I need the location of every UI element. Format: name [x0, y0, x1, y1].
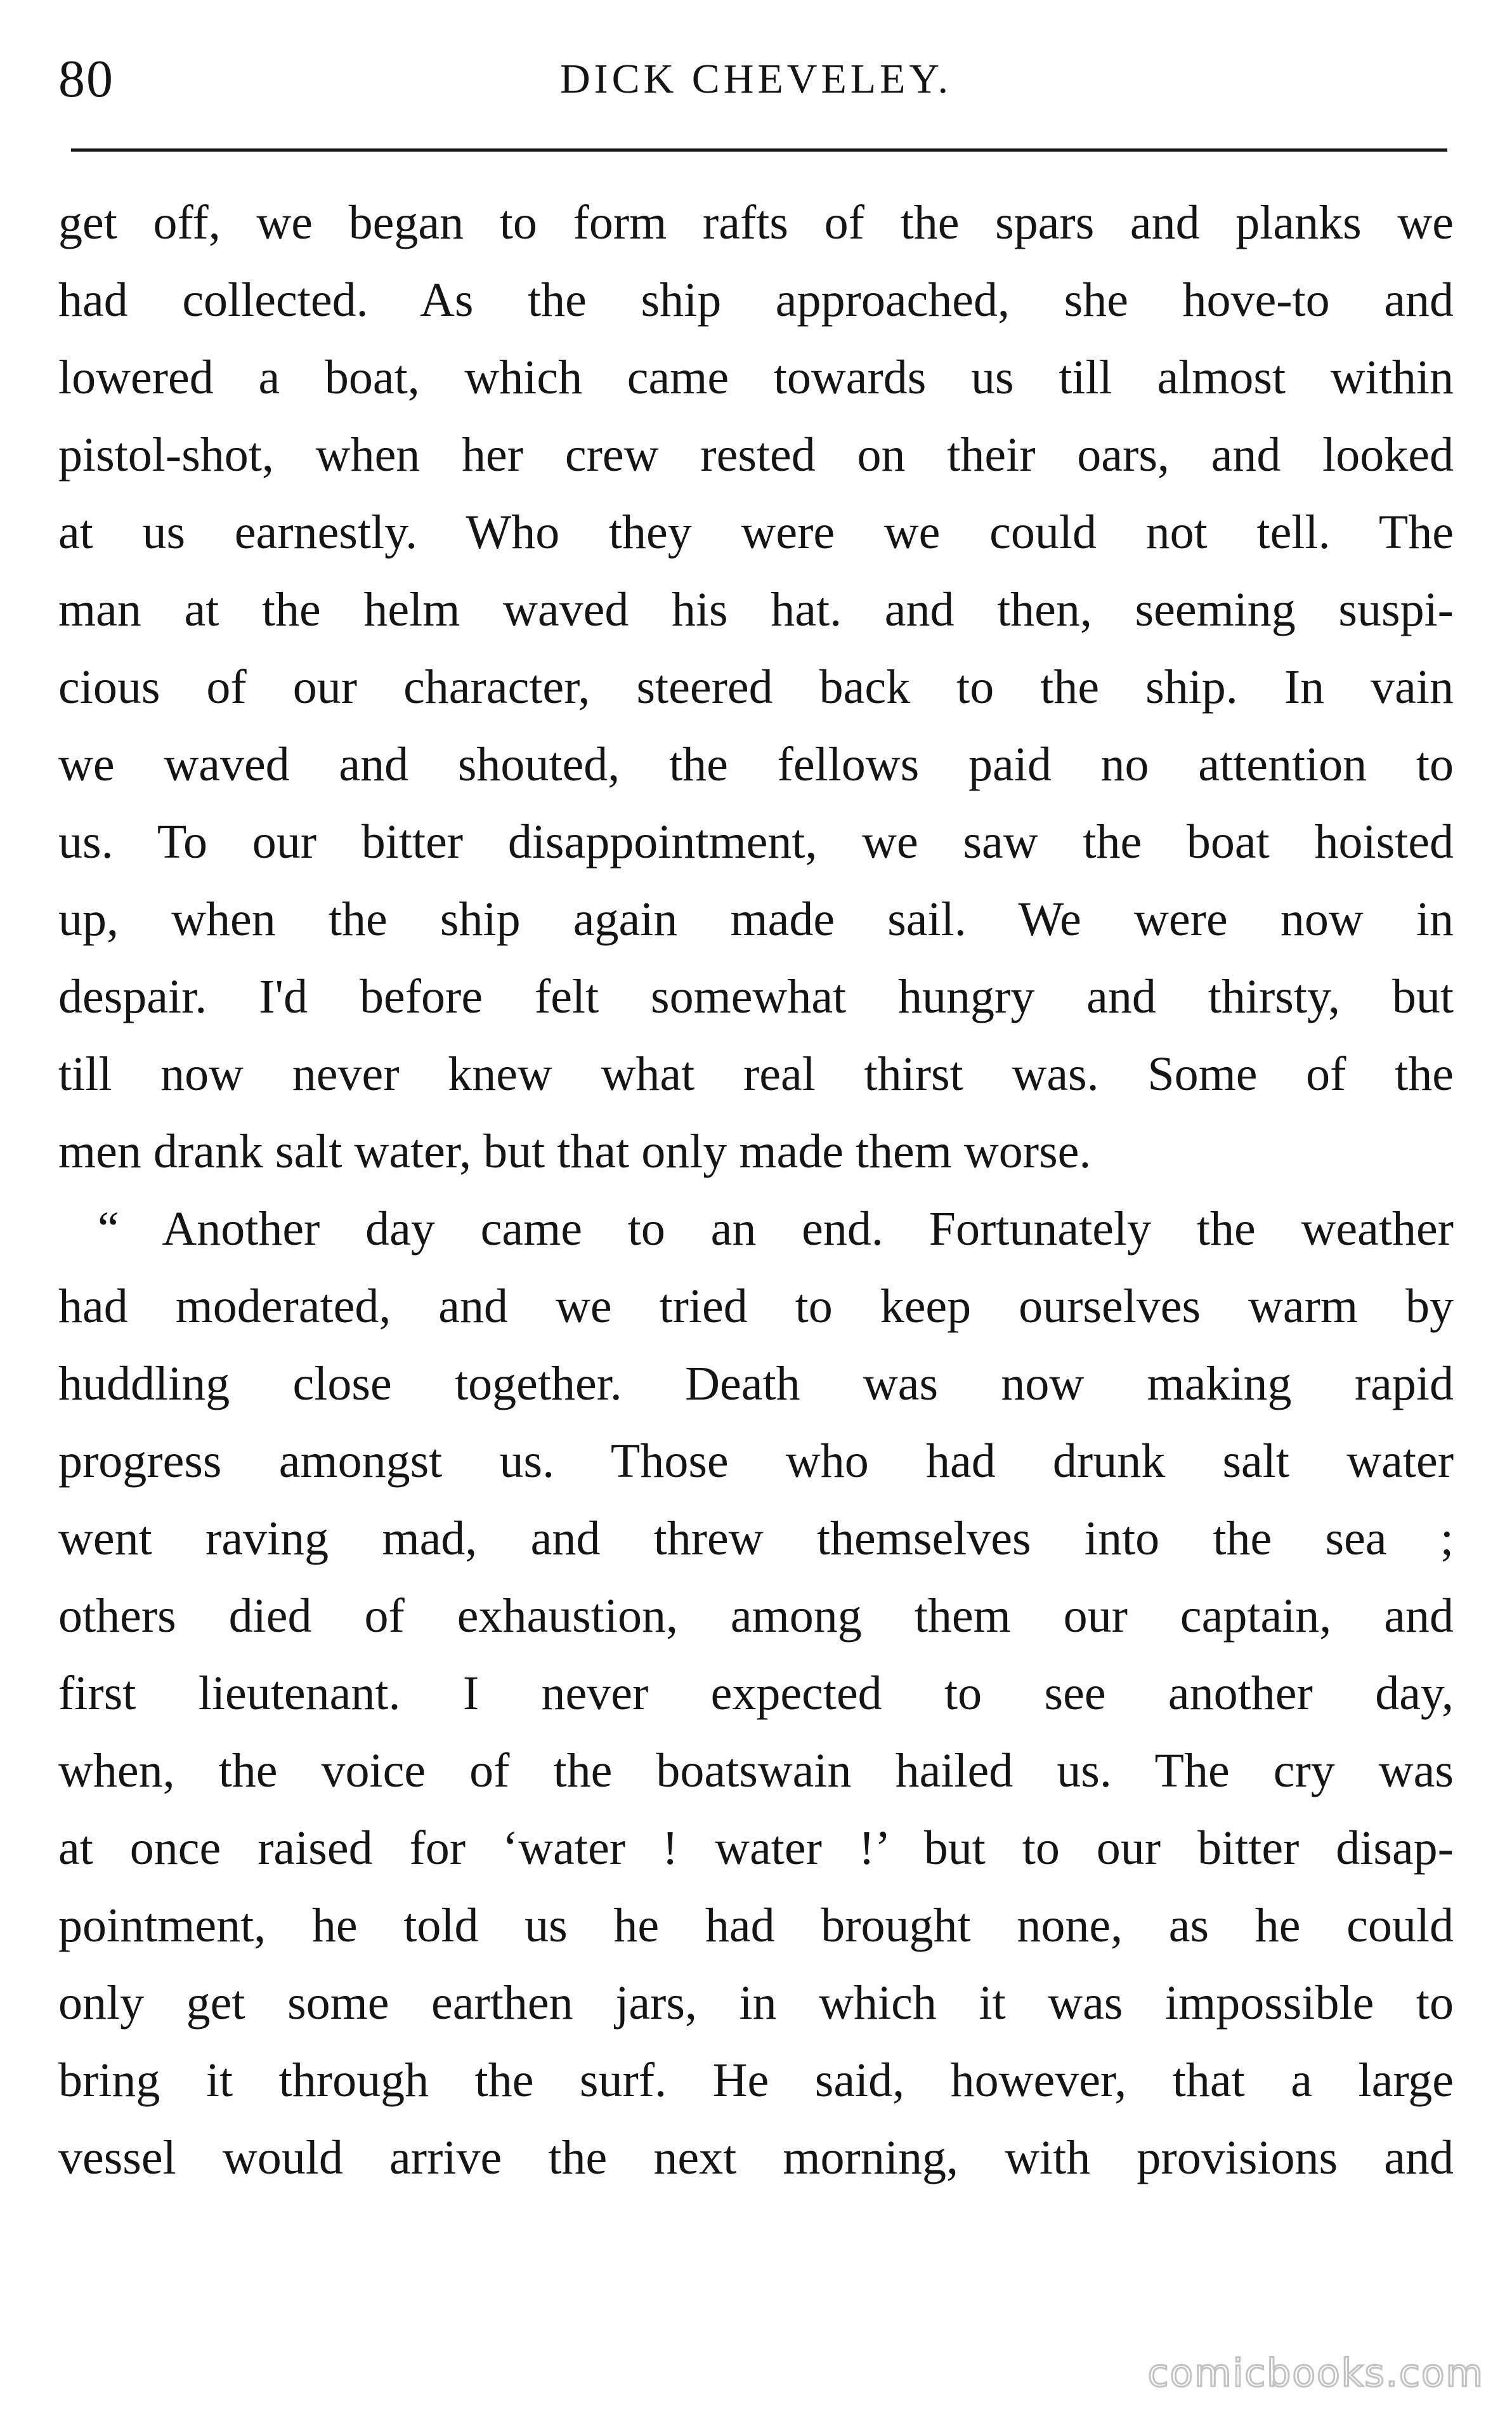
paragraph-end-line: men drank salt water, but that only made them worse. — [58, 1125, 1092, 1178]
text-line: lowered a boat, which came towards us till almost within — [58, 351, 1454, 404]
text-line: till now never knew what real thirst was. Some of the — [58, 1047, 1454, 1101]
text-line: huddling close together. Death was now making rapid — [58, 1357, 1454, 1410]
text-line: had moderated, and we tried to keep ourselves warm by — [58, 1280, 1454, 1333]
page-header — [58, 44, 1454, 114]
text-line: us. To our bitter disappointment, we saw the boat hoisted — [58, 815, 1454, 869]
page-number: 80 — [58, 49, 114, 108]
text-line: others died of exhaustion, among them our captain, and — [58, 1589, 1454, 1643]
text-line: pointment, he told us he had brought none, as he could — [58, 1899, 1454, 1952]
text-line: bring it through the surf. He said, however, that a large — [58, 2054, 1454, 2107]
text-line: progress amongst us. Those who had drunk salt water — [58, 1434, 1454, 1488]
text-line: up, when the ship again made sail. We were now in — [58, 893, 1454, 946]
paragraph-start-line: “ Another day came to an end. Fortunately the weather — [98, 1202, 1454, 1256]
text-line: only get some earthen jars, in which it was impossible to — [58, 1976, 1454, 2030]
body-text — [58, 184, 1454, 2196]
text-line: get off, we began to form rafts of the spars and planks we — [58, 196, 1454, 249]
text-line: vessel would arrive the next morning, with provisions and — [58, 2131, 1454, 2184]
text-line: pistol-shot, when her crew rested on their oars, and looked — [58, 428, 1454, 482]
text-line: had collected. As the ship approached, she hove-to and — [58, 273, 1454, 327]
text-line: man at the helm waved his hat. and then, seeming suspi- — [58, 583, 1454, 636]
text-line: went raving mad, and threw themselves into the sea ; — [58, 1512, 1454, 1565]
text-line: when, the voice of the boatswain hailed us. The cry was — [58, 1744, 1454, 1797]
text-line: despair. I'd before felt somewhat hungry and thirsty, but — [58, 970, 1454, 1023]
watermark-logo: comicbooks.com — [1147, 2351, 1484, 2396]
text-line: cious of our character, steered back to the ship. In vain — [58, 660, 1454, 714]
header-rule — [71, 148, 1447, 152]
text-line: first lieutenant. I never expected to see another day, — [58, 1667, 1454, 1720]
text-line: at once raised for ‘water ! water !’ but to our bitter disap- — [58, 1821, 1454, 1875]
running-head-title: DICK CHEVELEY. — [559, 56, 953, 102]
text-line: we waved and shouted, the fellows paid no attention to — [58, 738, 1454, 791]
text-line: at us earnestly. Who they were we could not tell. The — [58, 506, 1454, 559]
